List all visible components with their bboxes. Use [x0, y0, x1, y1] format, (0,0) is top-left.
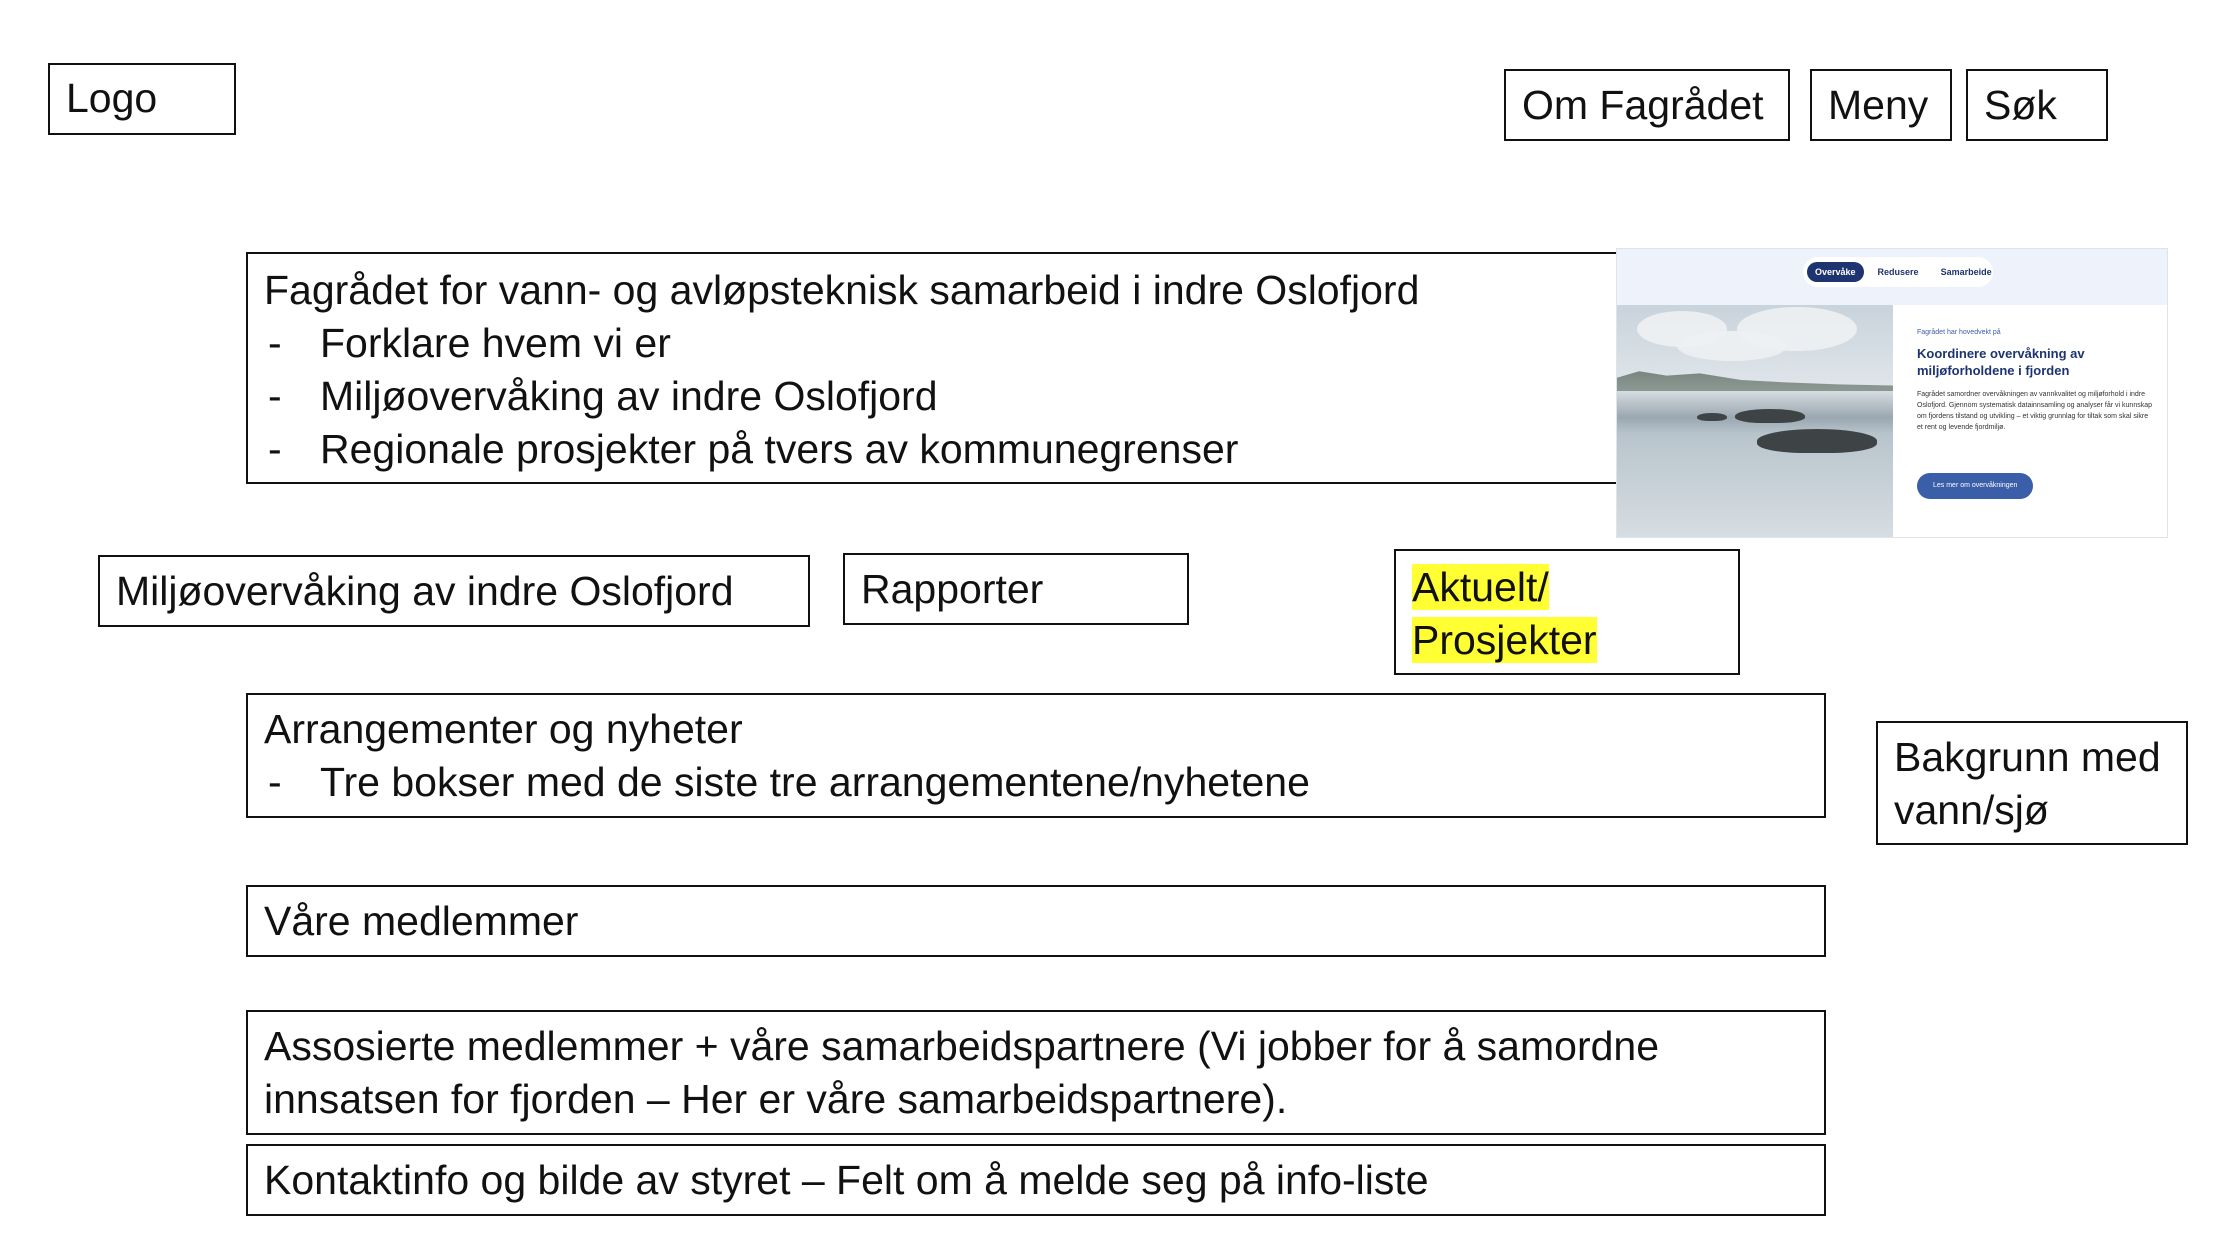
members-title: Våre medlemmer: [264, 898, 579, 944]
hero-bullets: [264, 317, 1614, 476]
reference-screenshot: [1616, 248, 2168, 538]
background-note: [1876, 721, 2188, 845]
events-section: [246, 693, 1826, 818]
hero-bullet: - Miljøovervåking av indre Oslofjord: [264, 370, 1614, 423]
associated-text: innsatsen for fjorden – Her er våre samarbeidspartnere).: [264, 1076, 1288, 1122]
link-label: Rapporter: [861, 566, 1044, 612]
associated-section: [246, 1010, 1826, 1135]
hero-bullet: - Forklare hvem vi er: [264, 317, 1614, 370]
note-line: Bakgrunn med: [1894, 734, 2161, 780]
nav-label: Meny: [1828, 82, 1929, 128]
nav-menu[interactable]: [1810, 69, 1952, 141]
hero-title: Fagrådet for vann- og avløpsteknisk samarbeid i indre Oslofjord: [264, 267, 1420, 313]
screenshot-body: Fagrådet samordner overvåkningen av vannkvalitet og miljøforhold i indre Oslofjord. Gjennom systematisk datainnsamling og analyser får vi kunnskap om fjordens tilstand og utvikling – et viktig grunnlag for tiltak som skal sikre et rent og levende fjordmiljø.: [1917, 391, 2152, 431]
logo-placeholder[interactable]: [48, 63, 236, 135]
events-bullets: [264, 756, 1808, 809]
events-bullet: - Tre bokser med de siste tre arrangementene/nyhetene: [264, 756, 1808, 809]
link-monitoring[interactable]: [98, 555, 810, 627]
screenshot-text-panel: [1893, 305, 2168, 538]
note-line: vann/sjø: [1894, 787, 2049, 833]
hero-section: [246, 252, 1632, 484]
associated-text: Assosierte medlemmer + våre samarbeidspartnere (Vi jobber for å samordne: [264, 1023, 1660, 1069]
link-news-projects[interactable]: [1394, 549, 1740, 675]
highlighted-label: Prosjekter: [1412, 617, 1597, 663]
logo-label: Logo: [66, 75, 158, 121]
link-reports[interactable]: [843, 553, 1189, 625]
fjord-photo: [1617, 305, 1893, 538]
nav-label: Søk: [1984, 82, 2057, 128]
contact-text: Kontaktinfo og bilde av styret – Felt om å melde seg på info-liste: [264, 1157, 1429, 1203]
nav-search[interactable]: [1966, 69, 2108, 141]
nav-label: Om Fagrådet: [1522, 82, 1764, 128]
nav-om-fagradet[interactable]: [1504, 69, 1790, 141]
contact-section: [246, 1144, 1826, 1216]
screenshot-tab: Overvåke: [1807, 262, 1864, 282]
screenshot-heading: Koordinere overvåkning av miljøforholdene i fjorden: [1917, 346, 2085, 378]
screenshot-tabs: [1803, 257, 1993, 287]
screenshot-button: Les mer om overvåkningen: [1917, 473, 2033, 499]
highlighted-label: Aktuelt/: [1412, 564, 1549, 610]
link-label: Miljøovervåking av indre Oslofjord: [116, 568, 734, 614]
screenshot-kicker: Fagrådet har hovedvekt på: [1917, 329, 2001, 336]
events-title: Arrangementer og nyheter: [264, 706, 743, 752]
hero-bullet: - Regionale prosjekter på tvers av kommunegrenser: [264, 423, 1614, 476]
members-section: [246, 885, 1826, 957]
screenshot-tab: Redusere: [1877, 267, 1919, 277]
screenshot-tab: Samarbeide: [1940, 267, 1992, 277]
